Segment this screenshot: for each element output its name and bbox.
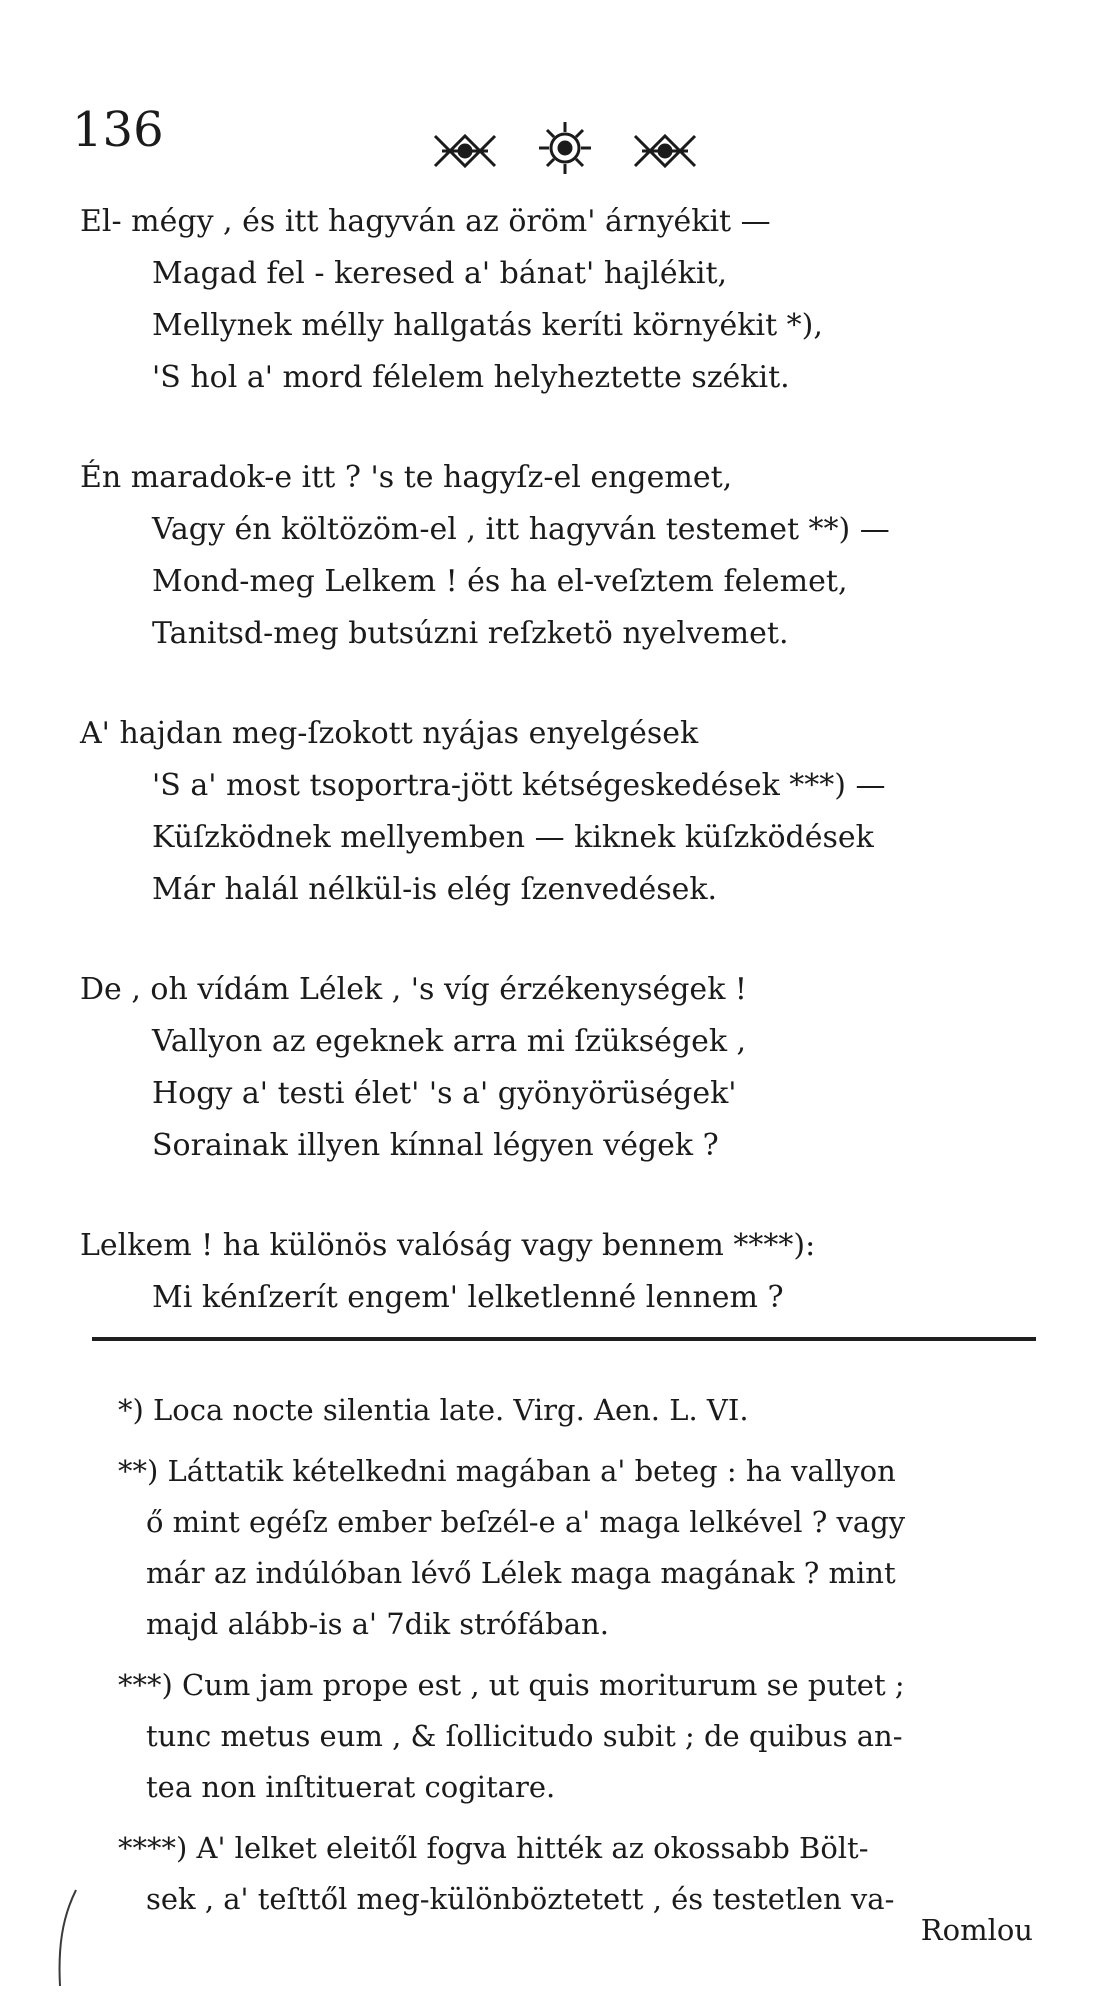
verse-line: 'S hol a' mord félelem helyheztette székit. <box>152 360 790 395</box>
footnotes <box>0 1385 1115 1935</box>
verse-line: Küſzködnek mellyemben — kiknek küſzködések <box>152 820 874 855</box>
page-number: 136 <box>72 102 164 158</box>
footnote-line: sek , a' teſttől meg-különböztetett , és testetlen va- <box>146 1882 895 1916</box>
verse-line: Vagy én költözöm-el , itt hagyván testemet **) — <box>152 512 890 547</box>
verse-line: A' hajdan meg-ſzokott nyájas enyelgések <box>80 716 699 751</box>
footnote-line: tea non inſtituerat cogitare. <box>146 1770 556 1804</box>
verse-line: Sorainak illyen kínnal légyen végek ? <box>152 1128 719 1163</box>
verse-line: Lelkem ! ha különös valóság vagy bennem ****): <box>80 1228 816 1263</box>
catchword: Romlou <box>920 1913 1033 1947</box>
verse-line: El- mégy , és itt hagyván az öröm' árnyékit — <box>80 204 771 239</box>
stanza <box>0 964 1115 1172</box>
stanza <box>0 452 1115 660</box>
verse-line: Mi kénſzerít engem' lelketlenné lennem ? <box>152 1280 784 1315</box>
verse-line: Mond-meg Lelkem ! és ha el-veſztem felemet, <box>152 564 848 599</box>
poem-body <box>0 196 1115 1372</box>
footnote-divider <box>92 1337 1036 1341</box>
footnote-line: **) Láttatik kételkedni magában a' beteg : ha vallyon <box>118 1454 896 1488</box>
verse-line: De , oh vídám Lélek , 's víg érzékenységek ! <box>80 972 747 1007</box>
stanza <box>0 708 1115 916</box>
footnote-line: ő mint egéſz ember beſzél-e a' maga lelkével ? vagy <box>146 1505 906 1539</box>
pencil-mark-icon <box>50 1888 80 1988</box>
verse-line: Magad fel - keresed a' bánat' hajlékit, <box>152 256 728 291</box>
verse-line: Mellynek mélly hallgatás keríti környékit *), <box>152 308 823 343</box>
footnote-line: már az indúlóban lévő Lélek maga magának ? mint <box>146 1556 896 1590</box>
footnote-line: ***) Cum jam prope est , ut quis moriturum se putet ; <box>118 1668 905 1702</box>
verse-line: Hogy a' testi élet' 's a' gyönyörüségek' <box>152 1076 737 1111</box>
printers-ornament-icon <box>430 118 700 178</box>
footnote-line: ****) A' lelket eleitől fogva hitték az okossabb Bölt- <box>118 1831 869 1865</box>
verse-line: Már halál nélkül-is elég ſzenvedések. <box>152 872 718 907</box>
verse-line: 'S a' most tsoportra-jött kétségeskedések ***) — <box>152 768 886 803</box>
verse-line: Én maradok-e itt ? 's te hagyſz-el engemet, <box>80 460 733 495</box>
verse-line: Vallyon az egeknek arra mi ſzükségek , <box>152 1024 747 1059</box>
footnote <box>0 1660 1115 1813</box>
stanza <box>0 1220 1115 1324</box>
footnote <box>0 1385 1115 1436</box>
footnote-line: majd alább-is a' 7dik strófában. <box>146 1607 609 1641</box>
verse-line: Tanitsd-meg butsúzni reſzketö nyelvemet. <box>152 616 789 651</box>
footnote-line: tunc metus eum , & ſollicitudo subit ; de quibus an- <box>146 1719 903 1753</box>
footnote-line: *) Loca nocte silentia late. Virg. Aen. L. VI. <box>118 1393 749 1427</box>
footnote <box>0 1446 1115 1650</box>
stanza <box>0 196 1115 404</box>
